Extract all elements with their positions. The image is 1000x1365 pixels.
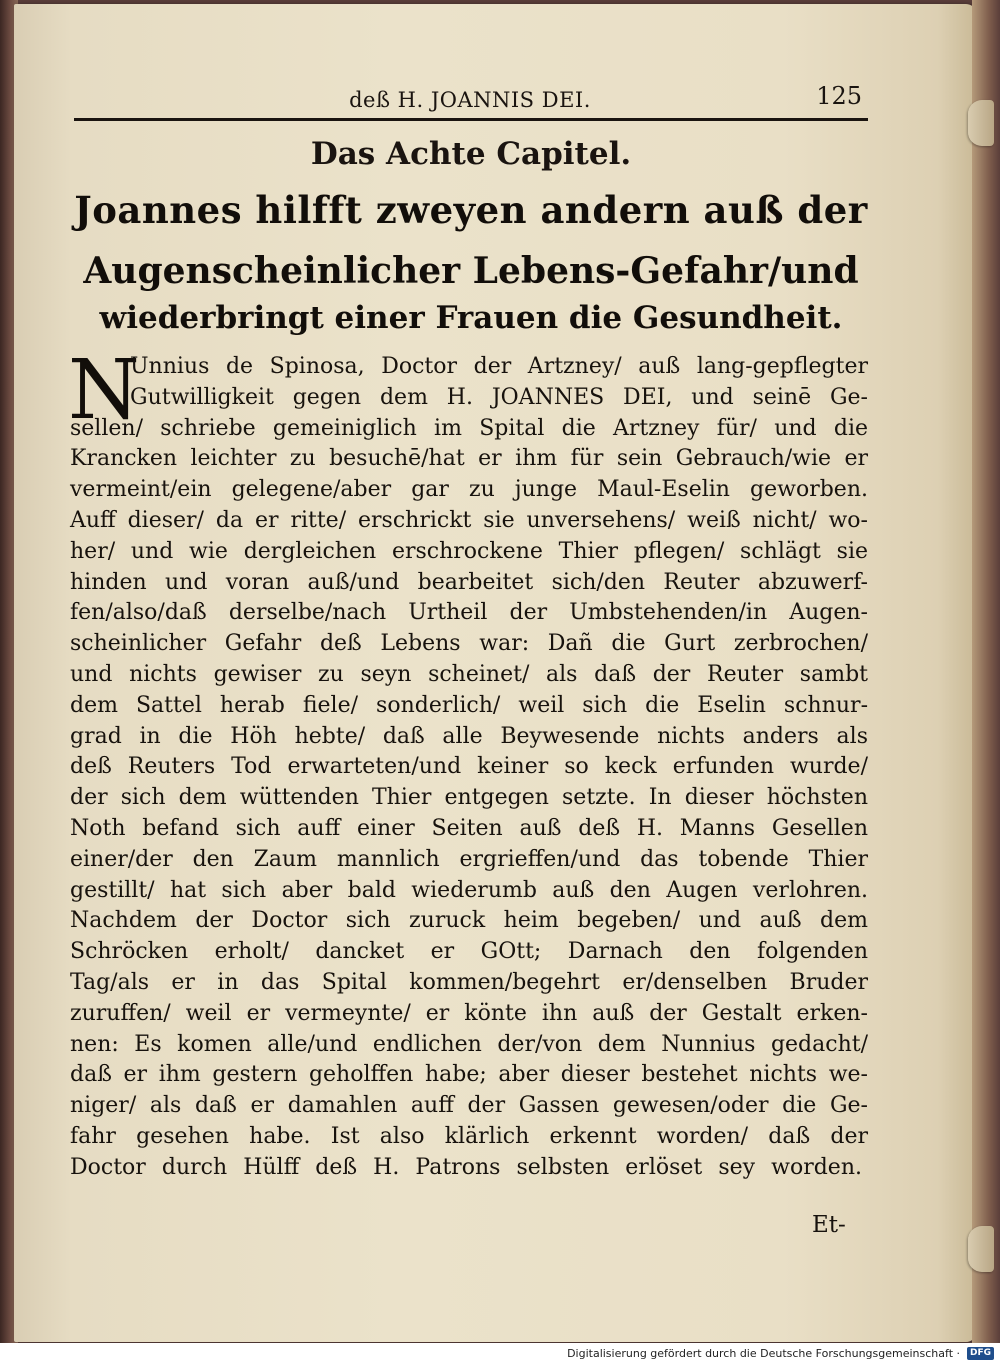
body-line: nen: Es komen alle/und endlichen der/von dem Nunnius gedacht/: [70, 1031, 868, 1057]
body-line: Nachdem der Doctor sich zuruck heim begeben/ und auß dem: [70, 908, 868, 934]
heading-line-3: wiederbringt einer Frauen die Gesundheit.: [99, 300, 843, 336]
page-number: 125: [816, 82, 862, 110]
body-line: fahr gesehen habe. Ist also klärlich erkennt worden/ daß der: [70, 1124, 868, 1149]
catchword: Et-: [812, 1212, 846, 1238]
body-line: scheinlicher Gefahr deß Lebens war: Dañ die Gurt zerbrochen/: [70, 631, 868, 657]
body-line: her/ und wie dergleichen erschrockene Thier pflegen/ schlägt sie: [70, 538, 868, 564]
body-line: daß er ihm gestern geholffen habe; aber dieser bestehet nichts we-: [70, 1062, 868, 1088]
footer-credit: Digitalisierung gefördert durch die Deutsche Forschungsgemeinschaft ·: [567, 1347, 960, 1360]
body-line: Unnius de Spinosa, Doctor der Artzney/ auß lang-gepflegter: [130, 354, 868, 379]
body-line: Noth befand sich auff einer Seiten auß deß H. Manns Gesellen: [70, 816, 868, 841]
drop-capital: N: [68, 343, 140, 438]
body-line: Auff dieser/ da er ritte/ erschrickt sie unversehens/ weiß nicht/ wo-: [70, 508, 868, 533]
body-line: Gutwilligkeit gegen dem H. JOANNES DEI, und seinē Ge-: [130, 384, 868, 410]
body-line: Krancken leichter zu besuchē/hat er ihm für sein Gebrauch/wie er: [70, 446, 868, 472]
header-rule: [74, 118, 868, 121]
page-clip-bottom: [968, 1226, 994, 1272]
body-line: gestillt/ hat sich aber bald wiederumb auß den Augen verlohren.: [70, 877, 868, 903]
body-line: zuruffen/ weil er vermeynte/ er könte ihn auß der Gestalt erken-: [70, 1000, 868, 1026]
body-line: und nichts gewiser zu seyn scheinet/ als daß der Reuter sambt: [70, 662, 868, 687]
body-line: deß Reuters Tod erwarteten/und keiner so keck erfunden wurde/: [70, 754, 868, 780]
page-clip-top: [968, 100, 994, 146]
body-line: der sich dem wüttenden Thier entgegen setzte. In dieser höchsten: [70, 785, 868, 811]
body-line: sellen/ schriebe gemeiniglich im Spital die Artzney für/ und die: [70, 415, 868, 441]
body-line: Tag/als er in das Spital kommen/begehrt er/denselben Bruder: [70, 970, 868, 995]
body-line: vermeint/ein gelegene/aber gar zu junge Maul-Eselin geworben.: [70, 477, 868, 503]
body-line: fen/also/daß derselbe/nach Urtheil der Umbstehenden/in Augen-: [70, 600, 868, 626]
heading-line-2: Augenscheinlicher Lebens-Gefahr/und: [83, 250, 859, 292]
heading-line-1: Joannes hilfft zweyen andern auß der: [74, 188, 868, 232]
body-line: grad in die Höh hebte/ daß alle Beywesende nichts anders als: [70, 723, 868, 749]
running-head-title: deß H. JOANNIS DEI.: [349, 88, 591, 112]
body-line: dem Sattel herab fiele/ sonderlich/ weil sich die Eselin schnur-: [70, 692, 868, 718]
body-line: niger/ als daß er damahlen auff der Gassen gewesen/oder die Ge-: [70, 1093, 868, 1119]
body-line: hinden und voran auß/und bearbeitet sich/den Reuter abzuwerf-: [70, 569, 868, 595]
body-line: Doctor durch Hülff deß H. Patrons selbsten erlöset sey worden.: [70, 1154, 862, 1180]
book-edge-right: [972, 0, 1000, 1345]
running-head: [74, 82, 866, 116]
body-line: Schröcken erholt/ dancket er GOtt; Darnach den folgenden: [70, 939, 868, 965]
digitization-footer: [0, 1343, 1000, 1365]
body-line: einer/der den Zaum mannlich ergrieffen/und das tobende Thier: [70, 846, 868, 872]
chapter-title: Das Achte Capitel.: [310, 136, 632, 172]
dfg-logo: DFG: [967, 1347, 994, 1360]
